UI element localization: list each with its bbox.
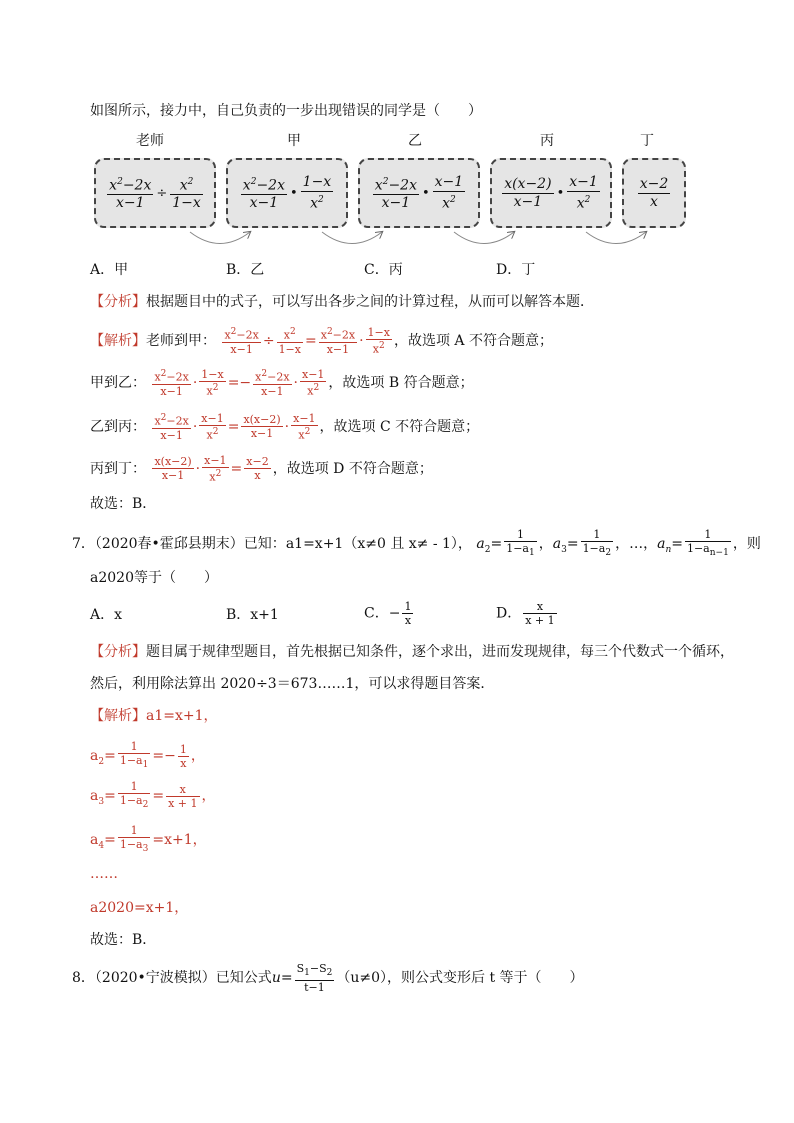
q7-solution-a4: $a_4=$ $\frac{1}{1-a_3}$ =x+1， xyxy=(90,824,207,855)
q6-step4: 丙到丁： $\frac{x(x-2)}{x-1}$ · $\frac{x-1}{x^2}$ = $\frac{x-2}{x}$ ，故选项 D 不符合题意； xyxy=(90,454,433,484)
q7-analysis1: 【分析】题目属于规律型题目，首先根据已知条件，逐个求出，进而发现规律，每三个代数式一个循环， xyxy=(90,644,734,660)
q7-option-c: C．− $\frac{1}{x}$ xyxy=(364,600,412,627)
q7-option-b: B．x+1 xyxy=(226,607,279,623)
label-bing: 丙 xyxy=(540,133,554,149)
q7-solution-a3: $a_3=$ $\frac{1}{1-a_2}$ = $\frac{x}{x + 1}$ ， xyxy=(90,780,216,811)
q6-step3: 乙到丙： $\frac{x^2-2x}{x-1}$ · $\frac{x-1}{x^2}$ = $\frac{x(x-2)}{x-1}$ · $\frac{x-1}{x^2}$ ，故选项 C 不符合题意； xyxy=(90,412,480,442)
q6-option-a: A．甲 xyxy=(90,262,129,278)
q7-option-d: D． $\frac{x}{x + 1}$ xyxy=(496,600,555,627)
q6-stem: 如图所示，接力中，自己负责的一步出现错误的同学是（ ） xyxy=(90,103,482,119)
label-yi: 乙 xyxy=(408,133,422,149)
q7-option-a: A．x xyxy=(90,607,123,623)
relay-box-jia: $\frac{x^2-2x}{x-1}$ • $\frac{1-x}{x^2}$ xyxy=(226,158,348,228)
q7-stem: 7．（2020春•霍邱县期末）已知：a1=x+1（x≠0 且 x≠ - 1）， $a_2=$ $\frac{1}{1-a_1}$ ，$a_3=$ $\frac{1}{1-a_2}$ ，…，$a_n=$ $\frac{1}{1-a_{n-1}}$ ，则 xyxy=(72,528,761,559)
q7-dots: …… xyxy=(90,866,118,882)
label-teacher: 老师 xyxy=(136,133,164,149)
q7-line2: a2020等于（ ） xyxy=(90,570,218,586)
q6-option-b: B．乙 xyxy=(226,262,265,278)
label-ding: 丁 xyxy=(640,133,654,149)
relay-box-yi: $\frac{x^2-2x}{x-1}$ • $\frac{x-1}{x^2}$ xyxy=(358,158,480,228)
relay-box-bing: $\frac{x(x-2)}{x-1}$ • $\frac{x-1}{x^2}$ xyxy=(490,158,612,228)
q6-answer: 故选：B． xyxy=(90,496,157,512)
q6-step1: 【解析】老师到甲： $\frac{x^2-2x}{x-1}$ ÷ $\frac{x^2}{1-x}$ = $\frac{x^2-2x}{x-1}$ · $\frac{1-x}{x^2}$ ，故选项 A 不符合题意； xyxy=(90,326,553,356)
q7-analysis2: 然后，利用除法算出 2020÷3＝673……1，可以求得题目答案． xyxy=(90,676,495,692)
q6-analysis: 【分析】根据题目中的式子，可以写出各步之间的计算过程，从而可以解答本题． xyxy=(90,294,594,310)
label-jia: 甲 xyxy=(287,133,301,149)
q6-step2: 甲到乙： $\frac{x^2-2x}{x-1}$ · $\frac{1-x}{x^2}$ =− $\frac{x^2-2x}{x-1}$ · $\frac{x-1}{x^2}$ ，故选项 B 符合题意； xyxy=(90,368,474,398)
q6-option-d: D．丁 xyxy=(496,262,536,278)
q7-answer: 故选：B． xyxy=(90,932,157,948)
relay-arrows xyxy=(0,0,794,260)
q6-option-c: C．丙 xyxy=(364,262,403,278)
relay-box-teacher: $\frac{x^2-2x}{x-1}$ ÷ $\frac{x^2}{1-x}$ xyxy=(94,158,216,228)
q7-solution-a1: 【解析】a1=x+1， xyxy=(90,708,218,724)
q7-solution-last: a2020=x+1， xyxy=(90,900,189,916)
q8-stem: 8．（2020•宁波模拟）已知公式u= $\frac{S_1-S_2}{t-1}$ （u≠0），则公式变形后 t 等于（ ） xyxy=(72,962,584,995)
relay-box-ding: $\frac{x-2}{x}$ xyxy=(622,158,686,228)
q7-solution-a2: $a_2=$ $\frac{1}{1-a_1}$ =− $\frac{1}{x}$ ， xyxy=(90,740,205,771)
